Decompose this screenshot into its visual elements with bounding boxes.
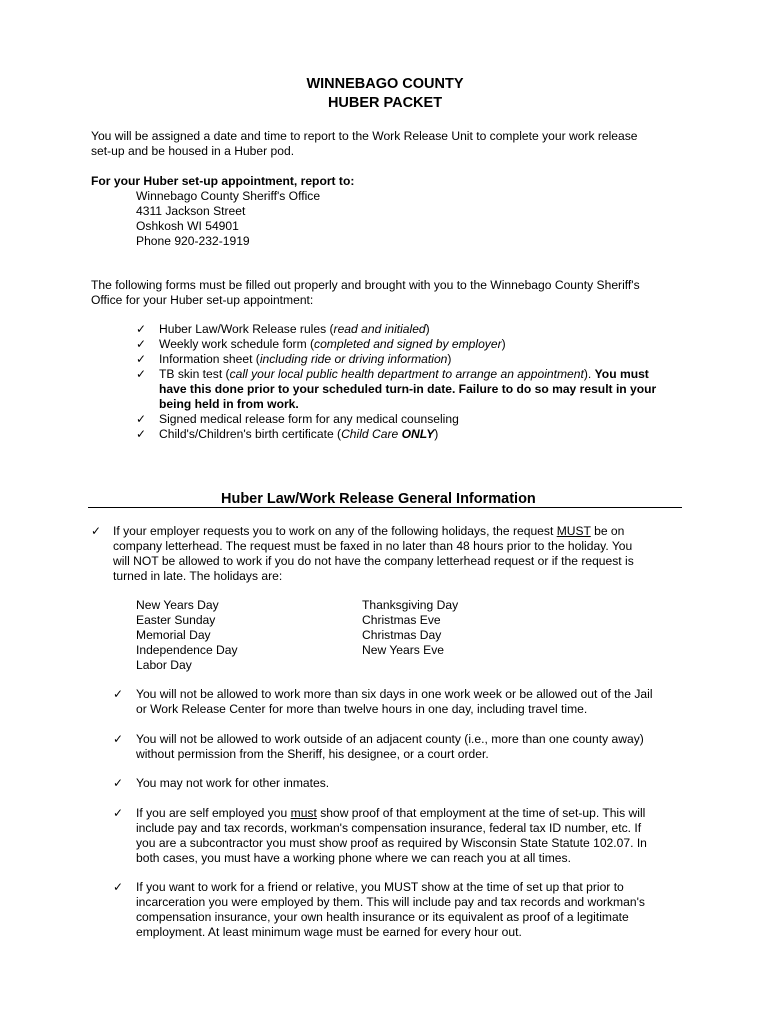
holiday-item: Independence Day <box>136 643 238 657</box>
holiday-item: Easter Sunday <box>136 613 216 627</box>
form-item-schedule: Weekly work schedule form (completed and signed by employer) <box>159 337 506 351</box>
check-icon: ✓ <box>113 806 124 820</box>
holiday-item: Labor Day <box>136 658 192 672</box>
check-icon: ✓ <box>91 524 102 538</box>
packet-title: HUBER PACKET <box>327 95 443 111</box>
holiday-item: Memorial Day <box>136 628 211 642</box>
rule-adjacent-county-line-2: without permission from the Sheriff, his designee, or a court order. <box>136 747 489 761</box>
check-icon: ✓ <box>136 337 147 351</box>
office-street: 4311 Jackson Street <box>136 204 246 218</box>
check-icon: ✓ <box>113 687 124 701</box>
rule-friend-relative-line-2: incarceration you were employed by them. This will include pay and tax records and workman's <box>136 895 645 909</box>
form-item-rules: Huber Law/Work Release rules (read and initialed) <box>159 322 430 336</box>
rule-self-employed-line-2: include pay and tax records, workman's compensation insurance, federal tax ID number, etc. If <box>136 821 642 835</box>
check-icon: ✓ <box>113 732 124 746</box>
holiday-item: Christmas Day <box>362 628 442 642</box>
rule-other-inmates: You may not work for other inmates. <box>136 776 330 790</box>
rule-friend-relative-line-4: employment. At least minimum wage must be earned for every hour out. <box>136 925 522 939</box>
holiday-rule-line-3: will NOT be allowed to work if you do not have the company letterhead request or if the request is <box>113 554 634 568</box>
forms-intro-line-2: Office for your Huber set-up appointment: <box>91 293 314 307</box>
check-icon: ✓ <box>136 322 147 336</box>
holiday-item: New Years Day <box>136 598 219 612</box>
holiday-rule-line-1: If your employer requests you to work on any of the following holidays, the request MUST be on <box>113 524 625 538</box>
office-city: Oshkosh WI 54901 <box>136 219 239 233</box>
form-item-tb-test-line-3: being held in from work. <box>159 397 299 411</box>
check-icon: ✓ <box>136 352 147 366</box>
rule-friend-relative-line-3: compensation insurance, your own health insurance or its equivalent as proof of a legitimate <box>136 910 629 924</box>
form-item-birth-certificate: Child's/Children's birth certificate (Child Care ONLY) <box>159 427 439 441</box>
rule-self-employed-line-4: both cases, you must have a working phone where we can reach you at all times. <box>136 851 571 865</box>
check-icon: ✓ <box>136 427 147 441</box>
holiday-rule-line-4: turned in late. The holidays are: <box>113 569 283 583</box>
check-icon: ✓ <box>113 880 124 894</box>
form-item-tb-test-line-2: have this done prior to your scheduled turn-in date. Failure to do so may result in your <box>159 382 657 396</box>
rule-adjacent-county-line-1: You will not be allowed to work outside of an adjacent county (i.e., more than one county away) <box>136 732 644 746</box>
form-item-tb-test: TB skin test (call your local public health department to arrange an appointment). You must <box>159 367 649 381</box>
rule-work-hours-line-2: or Work Release Center for more than twelve hours in one day, including travel time. <box>136 702 588 716</box>
rule-self-employed-line-1: If you are self employed you must show proof of that employment at the time of set-up. This will <box>136 806 646 820</box>
form-item-medical-release: Signed medical release form for any medical counseling <box>159 412 459 426</box>
appointment-heading: For your Huber set-up appointment, report to: <box>91 174 355 188</box>
holiday-item: Christmas Eve <box>362 613 441 627</box>
forms-intro-line-1: The following forms must be filled out properly and brought with you to the Winnebago County Sheriff's <box>91 278 640 292</box>
rule-work-hours-line-1: You will not be allowed to work more than six days in one work week or be allowed out of the Jail <box>136 687 653 701</box>
form-item-information: Information sheet (including ride or driving information) <box>159 352 452 366</box>
holiday-item: New Years Eve <box>362 643 445 657</box>
intro-line-2: set-up and be housed in a Huber pod. <box>91 144 295 158</box>
rule-friend-relative-line-1: If you want to work for a friend or relative, you MUST show at the time of set up that prior to <box>136 880 624 894</box>
check-icon: ✓ <box>113 776 124 790</box>
intro-line-1: You will be assigned a date and time to report to the Work Release Unit to complete your work release <box>91 129 638 143</box>
office-phone: Phone 920-232-1919 <box>136 234 250 248</box>
holiday-rule-line-2: company letterhead. The request must be faxed in no later than 48 hours prior to the holiday. You <box>113 539 633 553</box>
office-name: Winnebago County Sheriff's Office <box>136 189 321 203</box>
county-title: WINNEBAGO COUNTY <box>306 76 464 92</box>
rule-self-employed-line-3: you are a subcontractor you must show proof as required by Wisconsin State Statute 102.07. In <box>136 836 647 850</box>
holiday-item: Thanksgiving Day <box>362 598 459 612</box>
general-info-heading: Huber Law/Work Release General Information <box>221 491 536 507</box>
check-icon: ✓ <box>136 367 147 381</box>
heading-divider <box>88 507 682 508</box>
check-icon: ✓ <box>136 412 147 426</box>
